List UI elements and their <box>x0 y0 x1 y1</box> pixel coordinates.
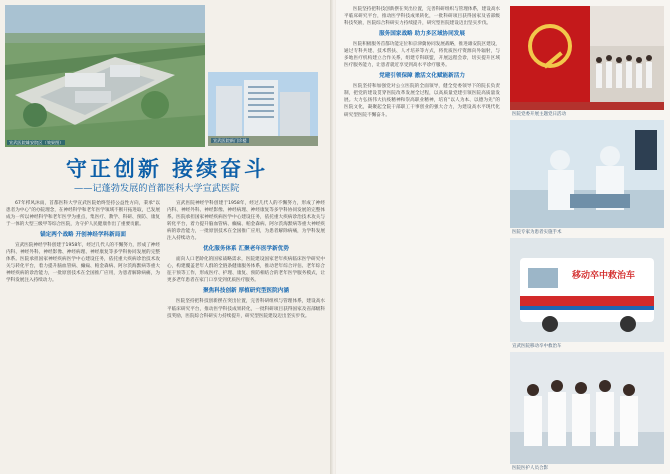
paragraph: 医院坚持把科技创新摆在突出位置，完善科研组织与管理体系，建设高水平临床研究平台，推动医学科技成果转化，一批科研项目获得国家及省部级科技奖励，医院综合科研实力持续提升，研究型医院建设迈出坚实步伐。 <box>344 7 500 27</box>
photo-caption: 宣武医院新门诊楼 <box>213 138 247 143</box>
party-event-photo <box>510 6 664 110</box>
right-page <box>336 0 670 474</box>
section-heading: 党建引领保障 激活文化赋能新活力 <box>379 73 465 80</box>
paragraph: 医院坚持和加强党对公立医院的全面领导，健全党委领导下的院长负责制，把党的建设贯穿医院改革发展全过程，以高质量党建引领医院高质量发展。大力弘扬伟大抗疫精神和崇高职业精神，培育“以人为本、以德为先”的医院文化，凝聚起全院干部职工干事创业的强大合力，为建设高水平现代化研究型医院不懈奋斗。 <box>344 84 500 118</box>
article-title: 守正创新 接续奋斗 <box>65 156 269 181</box>
vehicle-sign-text: 移动卒中救治车 <box>572 271 636 281</box>
staff-group-photo <box>510 352 664 464</box>
section-heading: 聚焦科技创新 厚植研究型医院内涵 <box>203 288 289 295</box>
section-heading: 优化服务体系 汇聚老年医学新优势 <box>203 246 289 253</box>
section-heading: 锚定两个战略 开创神经学科新局面 <box>40 232 126 239</box>
text-column-3 <box>344 6 500 468</box>
section-heading: 服务国家战略 助力多区域协同发展 <box>379 31 465 38</box>
paragraph: 面向人口老龄化的国家战略需求，医院建设国家老年疾病临床医学研究中心，构建覆盖老年人群的全链条健康服务体系，推动老年综合评估、老年综合征干预等工作，形成医疗、护理、康复、预防相结合的老年医学服务模式，让更多老年患者在家门口享受到优质医疗服务。 <box>167 257 325 284</box>
left-page <box>0 0 332 474</box>
photo-caption: 宣武医院移动卒中救治车 <box>512 344 562 349</box>
photo-caption: 医院医护人员合影 <box>512 466 548 471</box>
campus-aerial-photo <box>5 5 205 147</box>
surgery-photo <box>510 120 664 228</box>
text-column-2 <box>167 200 325 468</box>
paragraph: 宣武医院神经学科创建于1958年，经过几代人的不懈努力，形成了神经内科、神经外科、神经影像、神经病理、神经康复等多学科协同发展的完整体系。医院承担国家神经疾病医学中心建设任务，依托重大疾病诊治技术攻关与转化平台，着力提升脑血管病、癫痫、帕金森病、阿尔茨海默病等重大神经疾病的诊治能力，一批原创技术在全国推广应用，为患者解除病痛，为学科发展注入持续动力。 <box>6 243 160 284</box>
photo-caption: 医院专家为患者实施手术 <box>512 230 562 235</box>
photo-caption: 医院党委开展主题党日活动 <box>512 112 566 117</box>
paragraph: 医院坚持把科技创新摆在突出位置，完善科研组织与管理体系，建设高水平临床研究平台，推动医学科技成果转化，一批科研项目获得国家及省部级科技奖励，医院综合科研实力持续提升，研究型医院建设迈出坚实步伐。 <box>167 299 325 319</box>
photo-caption: 宣武医院雄安院区（效果图） <box>9 140 64 145</box>
paragraph: 67年栉风沐雨，首都医科大学宣武医院始终坚持公益性方向，秉承“以患者为中心”的办院理念，在神经科学和老年医学领域不断开拓进取，已发展成为一所以神经科学和老年医学为重点，集医疗、教学、科研、预防、康复于一体的大型三级甲等综合医院，为守护人民健康作出了重要贡献。 <box>6 201 160 228</box>
text-column-1 <box>6 200 160 468</box>
stroke-vehicle-photo <box>510 238 664 342</box>
paragraph: 医院积极服务首都功能定位和京津冀协同发展战略，推进雄安院区建设，通过专科共建、技术帮扶、人才培养等方式，将优质医疗资源向外辐射，与多地医疗机构建立合作关系，组建专科联盟，开展远程会诊，切实提升区域医疗服务能力，让患者就近享受到高水平诊疗服务。 <box>344 42 500 69</box>
article-subtitle: ——记蓬勃发展的首都医科大学宣武医院 <box>74 183 240 194</box>
paragraph: 宣武医院神经学科创建于1958年，经过几代人的不懈努力，形成了神经内科、神经外科、神经影像、神经病理、神经康复等多学科协同发展的完整体系。医院承担国家神经疾病医学中心建设任务，依托重大疾病诊治技术攻关与转化平台，着力提升脑血管病、癫痫、帕金森病、阿尔茨海默病等重大神经疾病的诊治能力，一批原创技术在全国推广应用，为患者解除病痛，为学科发展注入持续动力。 <box>167 201 325 242</box>
building-photo <box>208 72 318 146</box>
